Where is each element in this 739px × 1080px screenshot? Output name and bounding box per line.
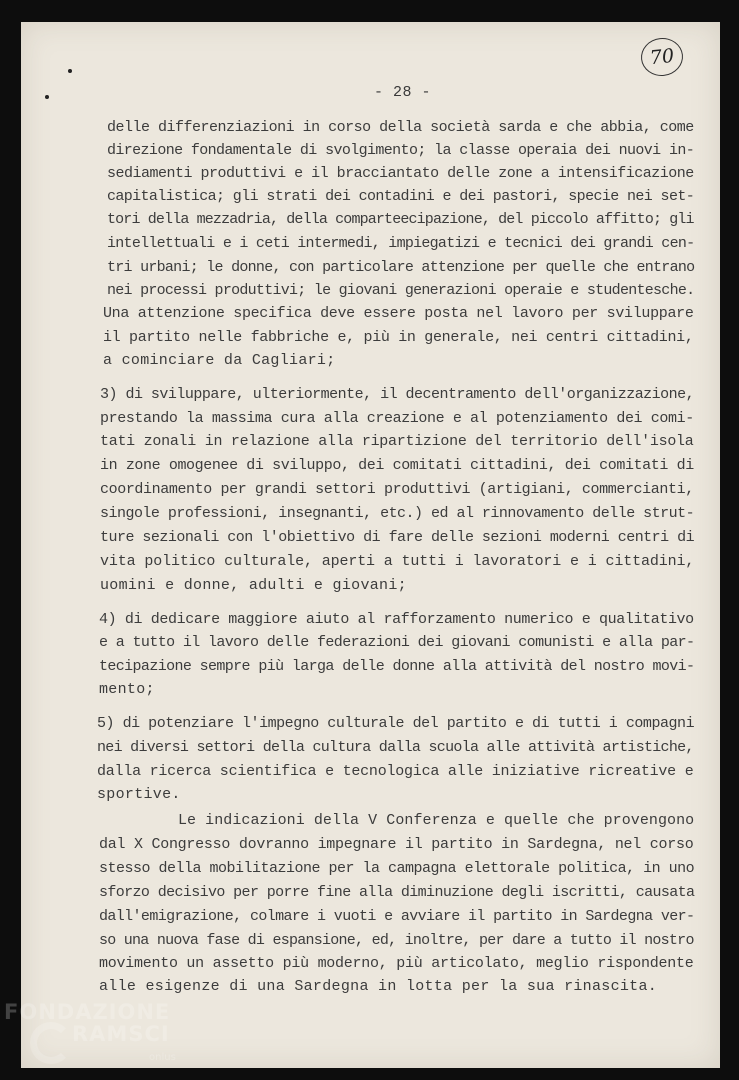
watermark-g-logo-icon (30, 1022, 72, 1064)
text-line: dalla ricerca scientifica e tecnologica alle iniziative ricreative e (97, 763, 694, 780)
text-line: dal X Congresso dovranno impegnare il partito in Sardegna, nel corso (99, 836, 694, 853)
text-line: singole professioni, insegnanti, etc.) ed al rinnovamento delle strut- (100, 505, 695, 522)
text-line: 5) di potenziare l'impegno culturale del partito e di tutti i compagni (97, 715, 695, 732)
folio-number: 70 (639, 36, 685, 78)
text-line: nei processi produttivi; le giovani generazioni operaie e studentesche. (107, 282, 695, 299)
text-line: e a tutto il lavoro delle federazioni dei giovani comunisti e alla par- (99, 634, 695, 651)
text-line: ture sezionali con l'obiettivo di fare delle sezioni moderni centri di (100, 529, 695, 546)
text-line: delle differenziazioni in corso della società sarda e che abbia, come (107, 119, 694, 136)
text-line: nei diversi settori della cultura dalla scuola alle attività artistiche, (97, 739, 694, 756)
text-line: tori della mezzadria, della comparteecipazione, del piccolo affitto; gli (107, 211, 694, 228)
text-line: tecipazione sempre più larga delle donne alla attività del nostro movi- (99, 658, 695, 675)
text-line: prestando la massima cura alla creazione e al potenziamento dei comi- (100, 410, 694, 427)
text-line: stesso della mobilitazione per la campagna elettorale politica, in uno (99, 860, 695, 877)
text-line: 3) di sviluppare, ulteriormente, il decentramento dell'organizzazione, (100, 386, 695, 403)
text-line: so una nuova fase di espansione, ed, inoltre, per dare a tutto il nostro (99, 932, 694, 949)
page-number: - 28 - (373, 84, 431, 101)
punch-hole (68, 69, 72, 73)
text-line: direzione fondamentale di svolgimento; la classe operaia dei nuovi in- (107, 142, 695, 159)
text-line: 4) di dedicare maggiore aiuto al rafforzamento numerico e qualitativo (99, 611, 694, 628)
text-line: tati zonali in relazione alla ripartizione del territorio dell'isola (100, 433, 694, 450)
text-line: Le indicazioni della V Conferenza e quelle che provengono (178, 812, 695, 829)
text-line: a cominciare da Cagliari; (103, 352, 336, 369)
text-line: sediamenti produttivi e il bracciantato delle zone a intensificazione (107, 165, 694, 182)
watermark-suffix: onlus (149, 1052, 176, 1063)
text-line: Una attenzione specifica deve essere posta nel lavoro per sviluppare (103, 305, 694, 322)
text-line: sforzo decisivo per porre fine alla diminuzione degli iscritti, causata (99, 884, 695, 901)
text-line: vita politico culturale, aperti a tutti i lavoratori e i cittadini, (100, 553, 695, 570)
text-line: uomini e donne, adulti e giovani; (100, 577, 407, 594)
fondazione-gramsci-watermark (4, 1000, 204, 1080)
watermark-line2: RAMSCI (72, 1022, 170, 1046)
text-line: tri urbani; le donne, con particolare attenzione per quelle che entrano (107, 259, 695, 276)
text-line: movimento un assetto più moderno, più articolato, meglio rispondente (99, 955, 694, 972)
text-line: in zone omogenee di sviluppo, dei comitati cittadini, dei comitati di (100, 457, 694, 474)
text-line: coordinamento per grandi settori produttivi (artigiani, commercianti, (100, 481, 694, 498)
text-line: capitalistica; gli strati dei contadini e dei pastori, specie nei set- (107, 188, 695, 205)
text-line: intellettuali e i ceti intermedi, impiegatizi e tecnici dei grandi cen- (107, 235, 695, 252)
text-line: dall'emigrazione, colmare i vuoti e avviare il partito in Sardegna ver- (99, 908, 695, 925)
watermark-line1: FONDAZIONE (4, 1000, 171, 1024)
text-line: sportive. (97, 786, 181, 803)
text-line: mento; (99, 681, 155, 698)
text-line: alle esigenze di una Sardegna in lotta per la sua rinascita. (99, 978, 658, 995)
text-line: il partito nelle fabbriche e, più in generale, nei centri cittadini, (103, 329, 694, 346)
